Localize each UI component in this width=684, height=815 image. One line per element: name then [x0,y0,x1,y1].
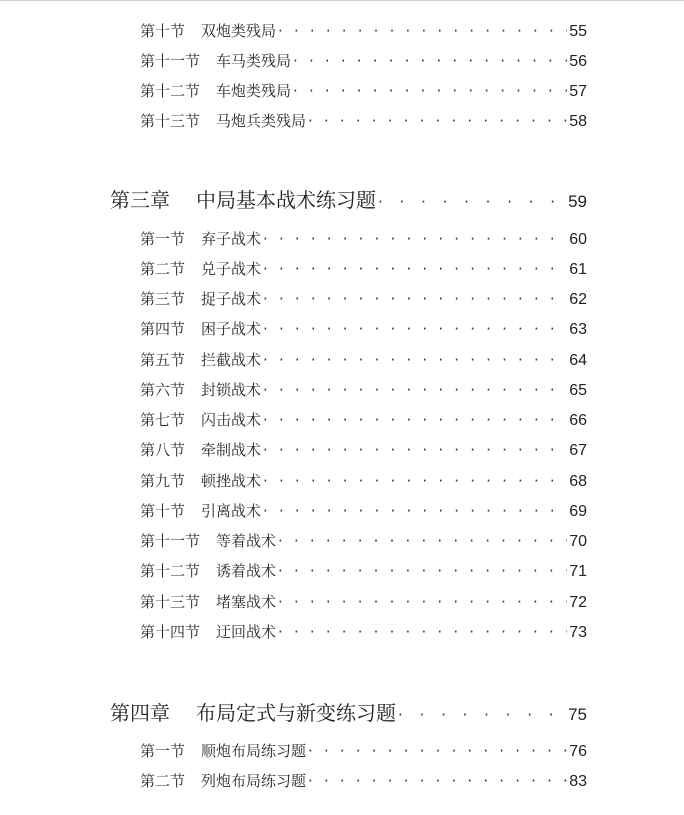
page-number: 71 [569,563,587,580]
page-number: 63 [569,321,587,338]
toc-entry[interactable] [140,530,587,551]
dot-leader [263,260,567,278]
dot-leader [263,320,567,338]
section-title: 车炮类残局 [216,82,292,100]
section-title: 封锁战术 [201,381,262,399]
dot-leader [378,188,558,212]
section-title: 顿挫战术 [201,472,262,490]
toc-entry[interactable] [140,258,587,279]
dot-leader [263,441,567,459]
section-title: 列炮布局练习题 [201,772,307,790]
section-number: 第二节 [140,260,186,278]
page-number: 59 [568,192,587,211]
toc-entry[interactable] [140,560,587,581]
toc-entry[interactable] [140,470,587,491]
section-title: 诱着战术 [216,562,277,580]
page-number: 67 [569,442,587,459]
dot-leader [308,772,567,790]
page-number: 72 [569,594,587,611]
section-number: 第二节 [140,772,186,790]
page-number: 75 [568,705,587,724]
dot-leader [263,351,567,369]
section-title: 双炮类残局 [201,22,277,40]
dot-leader [263,411,567,429]
section-number: 第十二节 [140,82,201,100]
toc-entry[interactable] [140,318,587,339]
section-title: 弃子战术 [201,230,262,248]
dot-leader [263,290,567,308]
page-number: 68 [569,473,587,490]
page-number: 58 [569,113,587,130]
toc-entry[interactable] [140,621,587,642]
section-title: 困子战术 [201,320,262,338]
page-number: 69 [569,503,587,520]
section-title: 迂回战术 [216,623,277,641]
dot-leader [293,52,567,70]
chapter-title: 中局基本战术练习题 [196,188,376,212]
section-number: 第十三节 [140,112,201,130]
dot-leader [263,502,567,520]
page-number: 61 [569,261,587,278]
dot-leader [398,701,558,725]
page-number: 76 [569,743,587,760]
page-top-border [0,0,684,1]
toc-entry[interactable] [140,50,587,71]
section-title: 闪击战术 [201,411,262,429]
dot-leader [263,472,567,490]
dot-leader [308,112,567,130]
toc-entry[interactable] [140,20,587,41]
page-number: 83 [569,773,587,790]
page-number: 60 [569,231,587,248]
toc-entry[interactable] [140,379,587,400]
toc-entry[interactable] [140,770,587,791]
page-number: 64 [569,352,587,369]
section-number: 第十节 [140,22,186,40]
section-number: 第九节 [140,472,186,490]
dot-leader [263,381,567,399]
toc-entry[interactable] [140,591,587,612]
section-number: 第四节 [140,320,186,338]
page-number: 56 [569,53,587,70]
toc-entry[interactable] [140,80,587,101]
toc-entry[interactable] [140,439,587,460]
section-number: 第十四节 [140,623,201,641]
section-title: 兑子战术 [201,260,262,278]
section-number: 第十一节 [140,532,201,550]
toc-entry[interactable] [140,228,587,249]
dot-leader [293,82,567,100]
page-number: 62 [569,291,587,308]
page-number: 55 [569,23,587,40]
section-title: 牵制战术 [201,441,262,459]
dot-leader [308,742,567,760]
page-number: 73 [569,624,587,641]
toc-entry[interactable] [140,349,587,370]
section-title: 车马类残局 [216,52,292,70]
section-number: 第六节 [140,381,186,399]
page-number: 57 [569,83,587,100]
section-number: 第一节 [140,230,186,248]
section-number: 第一节 [140,742,186,760]
toc-entry[interactable] [140,288,587,309]
chapter-number: 第四章 [110,701,170,725]
chapter-title: 布局定式与新变练习题 [196,701,396,725]
toc-chapter-3[interactable] [110,184,587,213]
section-number: 第十三节 [140,593,201,611]
dot-leader [278,532,567,550]
toc-entry[interactable] [140,409,587,430]
section-number: 第十二节 [140,562,201,580]
section-number: 第五节 [140,351,186,369]
toc-chapter-4[interactable] [110,697,587,726]
toc-entry[interactable] [140,500,587,521]
dot-leader [263,230,567,248]
chapter-number: 第三章 [110,188,170,212]
dot-leader [278,562,567,580]
dot-leader [278,593,567,611]
page-number: 70 [569,533,587,550]
page-number: 65 [569,382,587,399]
section-title: 马炮兵类残局 [216,112,307,130]
toc-entry[interactable] [140,740,587,761]
section-title: 引离战术 [201,502,262,520]
section-number: 第七节 [140,411,186,429]
page-number: 66 [569,412,587,429]
dot-leader [278,22,567,40]
section-number: 第十节 [140,502,186,520]
section-title: 顺炮布局练习题 [201,742,307,760]
section-title: 堵塞战术 [216,593,277,611]
section-title: 拦截战术 [201,351,262,369]
section-number: 第八节 [140,441,186,459]
dot-leader [278,623,567,641]
toc-entry[interactable] [140,110,587,131]
section-number: 第三节 [140,290,186,308]
section-title: 等着战术 [216,532,277,550]
section-number: 第十一节 [140,52,201,70]
section-title: 捉子战术 [201,290,262,308]
